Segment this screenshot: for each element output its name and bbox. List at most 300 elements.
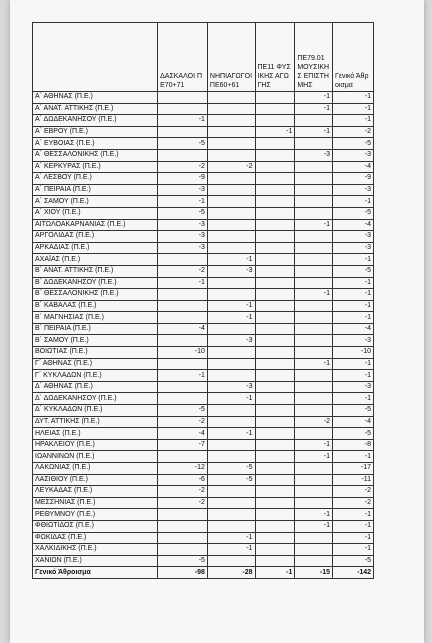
nipiagogoi-cell: -1 bbox=[207, 428, 255, 440]
daskaloi-cell bbox=[158, 335, 208, 347]
pe11-cell bbox=[255, 428, 295, 440]
table-row bbox=[33, 149, 374, 161]
pe11-cell bbox=[255, 509, 295, 521]
daskaloi-cell bbox=[158, 289, 208, 301]
total-cell: -4 bbox=[332, 416, 373, 428]
daskaloi-cell: -3 bbox=[158, 242, 208, 254]
nipiagogoi-cell: -1 bbox=[207, 544, 255, 556]
nipiagogoi-cell bbox=[207, 242, 255, 254]
region-cell: Β΄ ΑΝΑΤ. ΑΤΤΙΚΗΣ (Π.Ε.) bbox=[33, 265, 158, 277]
daskaloi-cell: -5 bbox=[158, 207, 208, 219]
daskaloi-cell: -9 bbox=[158, 173, 208, 185]
table-row bbox=[33, 138, 374, 150]
pe79-cell: -1 bbox=[295, 103, 333, 115]
nipiagogoi-cell bbox=[207, 370, 255, 382]
table-row bbox=[33, 347, 374, 359]
pe79-cell bbox=[295, 370, 333, 382]
total-cell: -1 bbox=[332, 115, 373, 127]
region-cell: ΔΥΤ. ΑΤΤΙΚΗΣ (Π.Ε.) bbox=[33, 416, 158, 428]
region-cell: ΑΧΑΪΑΣ (Π.Ε.) bbox=[33, 254, 158, 266]
region-cell: Α΄ ΠΕΙΡΑΙΑ (Π.Ε.) bbox=[33, 184, 158, 196]
region-cell: Α΄ ΑΝΑΤ. ΑΤΤΙΚΗΣ (Π.Ε.) bbox=[33, 103, 158, 115]
pe79-cell bbox=[295, 347, 333, 359]
daskaloi-cell bbox=[158, 312, 208, 324]
total-cell: -1 bbox=[332, 532, 373, 544]
pe11-cell bbox=[255, 289, 295, 301]
total-cell: -1 bbox=[332, 509, 373, 521]
total-cell: -1 bbox=[332, 254, 373, 266]
pe79-cell: -1 bbox=[295, 126, 333, 138]
pe11-cell bbox=[255, 463, 295, 475]
nipiagogoi-cell: -3 bbox=[207, 335, 255, 347]
pe79-cell bbox=[295, 555, 333, 567]
total-cell: -3 bbox=[332, 381, 373, 393]
region-cell: Γ΄ ΚΥΚΛΑΔΩΝ (Π.Ε.) bbox=[33, 370, 158, 382]
nipiagogoi-cell bbox=[207, 486, 255, 498]
daskaloi-cell: -98 bbox=[158, 567, 208, 579]
total-cell: -1 bbox=[332, 196, 373, 208]
pe11-cell bbox=[255, 486, 295, 498]
pe11-cell bbox=[255, 555, 295, 567]
total-cell: -17 bbox=[332, 463, 373, 475]
region-cell: ΑΙΤΩΛΟΑΚΑΡΝΑΝΙΑΣ (Π.Ε.) bbox=[33, 219, 158, 231]
pe79-cell bbox=[295, 300, 333, 312]
region-cell: Β΄ ΔΩΔΕΚΑΝΗΣΟΥ (Π.Ε.) bbox=[33, 277, 158, 289]
table-row bbox=[33, 231, 374, 243]
total-cell: -5 bbox=[332, 405, 373, 417]
pe11-cell bbox=[255, 544, 295, 556]
pe11-cell bbox=[255, 254, 295, 266]
pe79-cell bbox=[295, 393, 333, 405]
table-row bbox=[33, 312, 374, 324]
nipiagogoi-cell bbox=[207, 497, 255, 509]
pe11-cell bbox=[255, 381, 295, 393]
daskaloi-cell: -3 bbox=[158, 219, 208, 231]
paper-sheet bbox=[10, 0, 424, 643]
region-cell: ΛΕΥΚΑΔΑΣ (Π.Ε.) bbox=[33, 486, 158, 498]
table-row bbox=[33, 277, 374, 289]
table-row bbox=[33, 207, 374, 219]
table-row bbox=[33, 393, 374, 405]
pe11-cell bbox=[255, 231, 295, 243]
pe79-cell bbox=[295, 242, 333, 254]
pe79-cell: -1 bbox=[295, 92, 333, 104]
region-cell: Β΄ ΣΑΜΟΥ (Π.Ε.) bbox=[33, 335, 158, 347]
header-corner bbox=[33, 23, 158, 92]
daskaloi-cell bbox=[158, 520, 208, 532]
pe79-cell bbox=[295, 486, 333, 498]
pe79-cell bbox=[295, 138, 333, 150]
daskaloi-cell bbox=[158, 393, 208, 405]
pe11-cell: -1 bbox=[255, 567, 295, 579]
nipiagogoi-cell bbox=[207, 520, 255, 532]
total-cell: -1 bbox=[332, 370, 373, 382]
pe11-cell: -1 bbox=[255, 126, 295, 138]
table-row bbox=[33, 173, 374, 185]
table-row bbox=[33, 474, 374, 486]
nipiagogoi-cell bbox=[207, 126, 255, 138]
total-cell: -5 bbox=[332, 207, 373, 219]
daskaloi-cell: -6 bbox=[158, 474, 208, 486]
region-cell: ΜΕΣΣΗΝΙΑΣ (Π.Ε.) bbox=[33, 497, 158, 509]
total-cell: -1 bbox=[332, 358, 373, 370]
region-cell: Α΄ ΔΩΔΕΚΑΝΗΣΟΥ (Π.Ε.) bbox=[33, 115, 158, 127]
nipiagogoi-cell: -1 bbox=[207, 300, 255, 312]
pe79-cell bbox=[295, 184, 333, 196]
nipiagogoi-cell bbox=[207, 138, 255, 150]
daskaloi-cell bbox=[158, 509, 208, 521]
daskaloi-cell: -5 bbox=[158, 405, 208, 417]
table-row bbox=[33, 381, 374, 393]
region-cell: ΧΑΛΚΙΔΙΚΗΣ (Π.Ε.) bbox=[33, 544, 158, 556]
daskaloi-cell: -5 bbox=[158, 555, 208, 567]
table-row bbox=[33, 289, 374, 301]
daskaloi-cell bbox=[158, 92, 208, 104]
total-cell: -4 bbox=[332, 323, 373, 335]
total-cell: -1 bbox=[332, 277, 373, 289]
table-row bbox=[33, 544, 374, 556]
region-cell: Α΄ ΣΑΜΟΥ (Π.Ε.) bbox=[33, 196, 158, 208]
table-row bbox=[33, 126, 374, 138]
total-cell: -3 bbox=[332, 242, 373, 254]
total-cell: -1 bbox=[332, 544, 373, 556]
daskaloi-cell bbox=[158, 358, 208, 370]
region-cell: Δ΄ ΑΘΗΝΑΣ (Π.Ε.) bbox=[33, 381, 158, 393]
nipiagogoi-cell: -5 bbox=[207, 463, 255, 475]
total-cell: -142 bbox=[332, 567, 373, 579]
total-cell: -3 bbox=[332, 184, 373, 196]
region-cell: ΗΡΑΚΛΕΙΟΥ (Π.Ε.) bbox=[33, 439, 158, 451]
region-cell: Α΄ ΘΕΣΣΑΛΟΝΙΚΗΣ (Π.Ε.) bbox=[33, 149, 158, 161]
nipiagogoi-cell bbox=[207, 207, 255, 219]
nipiagogoi-cell bbox=[207, 184, 255, 196]
pe79-cell bbox=[295, 428, 333, 440]
nipiagogoi-cell bbox=[207, 115, 255, 127]
region-cell: Α΄ ΑΘΗΝΑΣ (Π.Ε.) bbox=[33, 92, 158, 104]
daskaloi-cell: -1 bbox=[158, 277, 208, 289]
daskaloi-cell: -12 bbox=[158, 463, 208, 475]
daskaloi-cell: -2 bbox=[158, 497, 208, 509]
nipiagogoi-cell bbox=[207, 289, 255, 301]
daskaloi-cell: -4 bbox=[158, 428, 208, 440]
pe11-cell bbox=[255, 207, 295, 219]
total-cell: -5 bbox=[332, 428, 373, 440]
table-row bbox=[33, 184, 374, 196]
table-row bbox=[33, 555, 374, 567]
pe79-cell: -1 bbox=[295, 289, 333, 301]
nipiagogoi-cell bbox=[207, 323, 255, 335]
table-row bbox=[33, 335, 374, 347]
pe79-cell: -1 bbox=[295, 451, 333, 463]
daskaloi-cell: -2 bbox=[158, 265, 208, 277]
pe11-cell bbox=[255, 532, 295, 544]
pe79-cell bbox=[295, 497, 333, 509]
nipiagogoi-cell bbox=[207, 358, 255, 370]
table-row bbox=[33, 451, 374, 463]
table-row bbox=[33, 416, 374, 428]
pe79-cell bbox=[295, 381, 333, 393]
pe79-cell bbox=[295, 544, 333, 556]
daskaloi-cell: -1 bbox=[158, 196, 208, 208]
pe11-cell bbox=[255, 439, 295, 451]
nipiagogoi-cell bbox=[207, 405, 255, 417]
total-cell: -4 bbox=[332, 219, 373, 231]
header-pe79: ΠΕ79.01 ΜΟΥΣΙΚΗΣ ΕΠΙΣΤΗΜΗΣ bbox=[295, 23, 333, 92]
pe79-cell: -1 bbox=[295, 358, 333, 370]
pe79-cell bbox=[295, 115, 333, 127]
region-cell: ΑΡΓΟΛΙΔΑΣ (Π.Ε.) bbox=[33, 231, 158, 243]
pe79-cell bbox=[295, 474, 333, 486]
total-cell: -3 bbox=[332, 335, 373, 347]
total-cell: -11 bbox=[332, 474, 373, 486]
pe79-cell bbox=[295, 405, 333, 417]
region-cell: Α΄ ΕΒΡΟΥ (Π.Ε.) bbox=[33, 126, 158, 138]
region-cell: Γενικό Άθροισμα bbox=[33, 567, 158, 579]
pe11-cell bbox=[255, 219, 295, 231]
total-cell: -1 bbox=[332, 92, 373, 104]
pe79-cell bbox=[295, 207, 333, 219]
nipiagogoi-cell bbox=[207, 277, 255, 289]
pe11-cell bbox=[255, 358, 295, 370]
pe79-cell bbox=[295, 335, 333, 347]
daskaloi-cell bbox=[158, 149, 208, 161]
daskaloi-cell bbox=[158, 126, 208, 138]
pe79-cell bbox=[295, 277, 333, 289]
total-cell: -1 bbox=[332, 300, 373, 312]
daskaloi-cell bbox=[158, 300, 208, 312]
header-total: Γενικό Άθροισμα bbox=[332, 23, 373, 92]
daskaloi-cell bbox=[158, 451, 208, 463]
nipiagogoi-cell bbox=[207, 103, 255, 115]
total-cell: -1 bbox=[332, 312, 373, 324]
region-cell: ΦΘΙΩΤΙΔΟΣ (Π.Ε.) bbox=[33, 520, 158, 532]
region-cell: ΑΡΚΑΔΙΑΣ (Π.Ε.) bbox=[33, 242, 158, 254]
table-row bbox=[33, 405, 374, 417]
pe79-cell: -15 bbox=[295, 567, 333, 579]
region-cell: ΙΩΑΝΝΙΝΩΝ (Π.Ε.) bbox=[33, 451, 158, 463]
pe79-cell bbox=[295, 323, 333, 335]
region-cell: Α΄ ΕΥΒΟΙΑΣ (Π.Ε.) bbox=[33, 138, 158, 150]
region-cell: ΛΑΚΩΝΙΑΣ (Π.Ε.) bbox=[33, 463, 158, 475]
table-row bbox=[33, 520, 374, 532]
nipiagogoi-cell bbox=[207, 231, 255, 243]
pe79-cell bbox=[295, 254, 333, 266]
pe11-cell bbox=[255, 242, 295, 254]
table-row bbox=[33, 254, 374, 266]
pe11-cell bbox=[255, 393, 295, 405]
total-cell: -1 bbox=[332, 451, 373, 463]
pe11-cell bbox=[255, 138, 295, 150]
header-daskaloi: ΔΑΣΚΑΛΟΙ ΠΕ70+71 bbox=[158, 23, 208, 92]
nipiagogoi-cell: -1 bbox=[207, 254, 255, 266]
table-row bbox=[33, 358, 374, 370]
pe11-cell bbox=[255, 520, 295, 532]
pe79-cell bbox=[295, 161, 333, 173]
daskaloi-cell: -3 bbox=[158, 231, 208, 243]
pe11-cell bbox=[255, 300, 295, 312]
daskaloi-cell bbox=[158, 544, 208, 556]
pe11-cell bbox=[255, 149, 295, 161]
nipiagogoi-cell bbox=[207, 451, 255, 463]
nipiagogoi-cell bbox=[207, 439, 255, 451]
table-row bbox=[33, 463, 374, 475]
pe79-cell: -1 bbox=[295, 219, 333, 231]
daskaloi-cell: -4 bbox=[158, 323, 208, 335]
total-cell: -4 bbox=[332, 161, 373, 173]
daskaloi-cell: -2 bbox=[158, 416, 208, 428]
daskaloi-cell: -2 bbox=[158, 161, 208, 173]
daskaloi-cell: -2 bbox=[158, 486, 208, 498]
total-cell: -5 bbox=[332, 265, 373, 277]
daskaloi-cell: -5 bbox=[158, 138, 208, 150]
pe11-cell bbox=[255, 335, 295, 347]
region-cell: Α΄ ΧΙΟΥ (Π.Ε.) bbox=[33, 207, 158, 219]
table-row bbox=[33, 242, 374, 254]
nipiagogoi-cell bbox=[207, 416, 255, 428]
daskaloi-cell: -10 bbox=[158, 347, 208, 359]
total-row bbox=[33, 567, 374, 579]
total-cell: -3 bbox=[332, 149, 373, 161]
region-cell: Β΄ ΠΕΙΡΑΙΑ (Π.Ε.) bbox=[33, 323, 158, 335]
daskaloi-cell bbox=[158, 103, 208, 115]
daskaloi-cell bbox=[158, 254, 208, 266]
nipiagogoi-cell: -28 bbox=[207, 567, 255, 579]
nipiagogoi-cell bbox=[207, 149, 255, 161]
header-row bbox=[33, 23, 374, 92]
daskaloi-cell bbox=[158, 381, 208, 393]
region-cell: Β΄ ΚΑΒΑΛΑΣ (Π.Ε.) bbox=[33, 300, 158, 312]
pe11-cell bbox=[255, 277, 295, 289]
table-row bbox=[33, 161, 374, 173]
pe79-cell: -1 bbox=[295, 520, 333, 532]
nipiagogoi-cell bbox=[207, 555, 255, 567]
total-cell: -5 bbox=[332, 555, 373, 567]
table-row bbox=[33, 115, 374, 127]
region-cell: Α΄ ΚΕΡΚΥΡΑΣ (Π.Ε.) bbox=[33, 161, 158, 173]
nipiagogoi-cell: -3 bbox=[207, 381, 255, 393]
total-cell: -2 bbox=[332, 486, 373, 498]
nipiagogoi-cell bbox=[207, 509, 255, 521]
pe11-cell bbox=[255, 103, 295, 115]
nipiagogoi-cell: -1 bbox=[207, 393, 255, 405]
pe79-cell bbox=[295, 231, 333, 243]
pe11-cell bbox=[255, 323, 295, 335]
table-row bbox=[33, 370, 374, 382]
pe11-cell bbox=[255, 115, 295, 127]
total-cell: -2 bbox=[332, 126, 373, 138]
total-cell: -10 bbox=[332, 347, 373, 359]
table-body bbox=[33, 92, 374, 579]
pe11-cell bbox=[255, 161, 295, 173]
table-row bbox=[33, 509, 374, 521]
header-nipiagogoi: ΝΗΠΙΑΓΩΓΟΙ ΠΕ60+61 bbox=[207, 23, 255, 92]
pe11-cell bbox=[255, 474, 295, 486]
table-row bbox=[33, 196, 374, 208]
table-row bbox=[33, 532, 374, 544]
table-row bbox=[33, 486, 374, 498]
total-cell: -5 bbox=[332, 138, 373, 150]
pe79-cell bbox=[295, 532, 333, 544]
nipiagogoi-cell: -3 bbox=[207, 265, 255, 277]
region-cell: ΒΟΙΩΤΙΑΣ (Π.Ε.) bbox=[33, 347, 158, 359]
pe79-cell: -2 bbox=[295, 416, 333, 428]
region-cell: ΛΑΣΙΘΙΟΥ (Π.Ε.) bbox=[33, 474, 158, 486]
nipiagogoi-cell: -5 bbox=[207, 474, 255, 486]
pe11-cell bbox=[255, 347, 295, 359]
table-row bbox=[33, 300, 374, 312]
daskaloi-cell: -1 bbox=[158, 115, 208, 127]
pe11-cell bbox=[255, 196, 295, 208]
table-row bbox=[33, 428, 374, 440]
region-cell: Α΄ ΛΕΣΒΟΥ (Π.Ε.) bbox=[33, 173, 158, 185]
pe79-cell: -1 bbox=[295, 509, 333, 521]
table-row bbox=[33, 103, 374, 115]
table-row bbox=[33, 497, 374, 509]
table-row bbox=[33, 92, 374, 104]
pe11-cell bbox=[255, 416, 295, 428]
region-cell: Β΄ ΘΕΣΣΑΛΟΝΙΚΗΣ (Π.Ε.) bbox=[33, 289, 158, 301]
nipiagogoi-cell bbox=[207, 219, 255, 231]
nipiagogoi-cell bbox=[207, 196, 255, 208]
daskaloi-cell bbox=[158, 532, 208, 544]
region-cell: ΧΑΝΙΩΝ (Π.Ε.) bbox=[33, 555, 158, 567]
pe79-cell bbox=[295, 265, 333, 277]
daskaloi-cell: -7 bbox=[158, 439, 208, 451]
pe11-cell bbox=[255, 92, 295, 104]
total-cell: -9 bbox=[332, 173, 373, 185]
table-row bbox=[33, 219, 374, 231]
total-cell: -1 bbox=[332, 103, 373, 115]
region-cell: ΡΕΘΥΜΝΟΥ (Π.Ε.) bbox=[33, 509, 158, 521]
pe11-cell bbox=[255, 173, 295, 185]
region-cell: Δ΄ ΚΥΚΛΑΔΩΝ (Π.Ε.) bbox=[33, 405, 158, 417]
pe79-cell bbox=[295, 312, 333, 324]
pe11-cell bbox=[255, 184, 295, 196]
pe79-cell: -3 bbox=[295, 149, 333, 161]
total-cell: -1 bbox=[332, 289, 373, 301]
table-row bbox=[33, 439, 374, 451]
total-cell: -8 bbox=[332, 439, 373, 451]
nipiagogoi-cell bbox=[207, 347, 255, 359]
total-cell: -3 bbox=[332, 231, 373, 243]
nipiagogoi-cell bbox=[207, 173, 255, 185]
region-cell: ΗΛΕΙΑΣ (Π.Ε.) bbox=[33, 428, 158, 440]
table-row bbox=[33, 265, 374, 277]
region-cell: Γ΄ ΑΘΗΝΑΣ (Π.Ε.) bbox=[33, 358, 158, 370]
daskaloi-cell: -1 bbox=[158, 370, 208, 382]
nipiagogoi-cell: -2 bbox=[207, 161, 255, 173]
nipiagogoi-cell: -1 bbox=[207, 532, 255, 544]
total-cell: -2 bbox=[332, 497, 373, 509]
pe11-cell bbox=[255, 451, 295, 463]
pe79-cell: -1 bbox=[295, 439, 333, 451]
region-cell: Β΄ ΜΑΓΝΗΣΙΑΣ (Π.Ε.) bbox=[33, 312, 158, 324]
pe11-cell bbox=[255, 312, 295, 324]
nipiagogoi-cell: -1 bbox=[207, 312, 255, 324]
pe79-cell bbox=[295, 173, 333, 185]
pe11-cell bbox=[255, 405, 295, 417]
region-cell: ΦΩΚΙΔΑΣ (Π.Ε.) bbox=[33, 532, 158, 544]
pe79-cell bbox=[295, 196, 333, 208]
allocation-table bbox=[32, 22, 374, 579]
header-pe11: ΠΕ11 ΦΥΣΙΚΗΣ ΑΓΩΓΗΣ bbox=[255, 23, 295, 92]
pe11-cell bbox=[255, 370, 295, 382]
total-cell: -1 bbox=[332, 393, 373, 405]
pe11-cell bbox=[255, 497, 295, 509]
pe11-cell bbox=[255, 265, 295, 277]
total-cell: -1 bbox=[332, 520, 373, 532]
pe79-cell bbox=[295, 463, 333, 475]
